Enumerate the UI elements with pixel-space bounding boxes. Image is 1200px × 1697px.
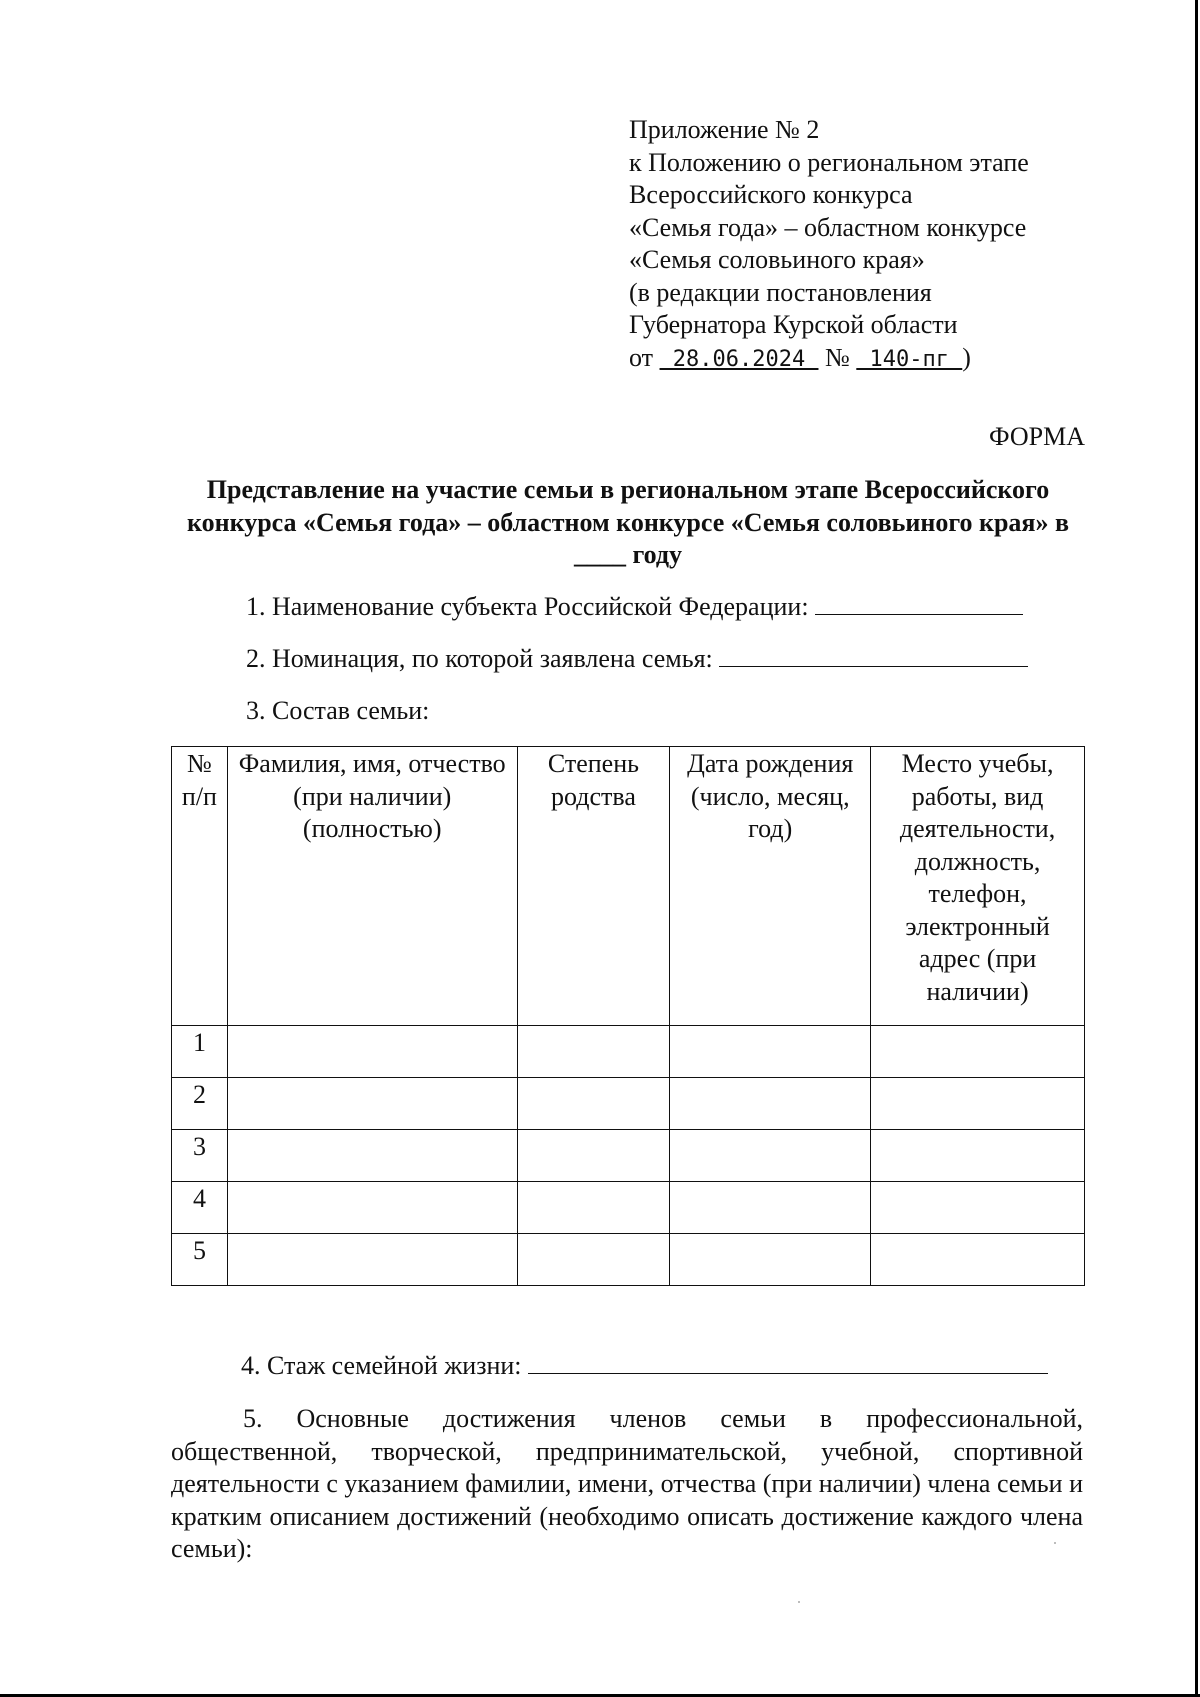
item-marriage-length: [241, 1351, 1048, 1381]
annex-line: «Семья соловьиного края»: [629, 245, 925, 274]
nomination-blank-line[interactable]: [719, 644, 1028, 667]
table-row: [172, 1182, 1085, 1234]
number-sign: №: [824, 342, 850, 372]
header-birth-date: Дата рождения (число, месяц, год): [670, 747, 871, 1026]
full-name-cell[interactable]: [227, 1026, 517, 1078]
header-number: № п/п: [172, 747, 228, 1026]
row-number: 2: [172, 1078, 228, 1130]
annex-line: (в редакции постановления: [629, 277, 932, 307]
workplace-cell[interactable]: [871, 1026, 1085, 1078]
item-nomination: [246, 644, 1028, 674]
row-number: 4: [172, 1182, 228, 1234]
item-region: [246, 592, 1023, 622]
item-nomination-label: 2. Номинация, по которой заявлена семья:: [246, 644, 713, 673]
relationship-cell[interactable]: [517, 1026, 670, 1078]
birth-date-cell[interactable]: [670, 1078, 871, 1130]
relationship-cell[interactable]: [517, 1130, 670, 1182]
item-family-composition: 3. Состав семьи:: [246, 696, 430, 725]
decree-number: 140-пг: [856, 346, 963, 372]
decree-date: 28.06.2024: [659, 346, 819, 372]
relationship-cell[interactable]: [517, 1182, 670, 1234]
scan-speck: [1054, 1542, 1056, 1544]
region-blank-line[interactable]: [815, 592, 1023, 615]
scan-speck: [798, 1601, 800, 1603]
full-name-cell[interactable]: [227, 1234, 517, 1286]
table-header-row: [172, 747, 1085, 1026]
document-title: Представление на участие семьи в региональном этапе Всероссийского конкурса «Семья года» – областном конкурсе «Семья соловьиного края» в ____ году: [186, 475, 1070, 569]
workplace-cell[interactable]: [871, 1078, 1085, 1130]
form-label: ФОРМА: [989, 422, 1085, 451]
item-marriage-length-label: 4. Стаж семейной жизни:: [241, 1351, 522, 1380]
birth-date-cell[interactable]: [670, 1130, 871, 1182]
annex-line: к Положению о региональном этапе: [629, 147, 1029, 177]
annex-line: Приложение № 2: [629, 115, 820, 144]
annex-line: «Семья года» – областном конкурсе: [629, 212, 1027, 242]
birth-date-cell[interactable]: [670, 1026, 871, 1078]
item-region-label: 1. Наименование субъекта Российской Федерации:: [246, 592, 809, 621]
row-number: 5: [172, 1234, 228, 1286]
annex-date-line: [629, 342, 1029, 377]
row-number: 1: [172, 1026, 228, 1078]
row-number: 3: [172, 1130, 228, 1182]
header-workplace: Место учебы, работы, вид деятельности, должность, телефон, электронный адрес (при наличии): [871, 747, 1085, 1026]
relationship-cell[interactable]: [517, 1078, 670, 1130]
birth-date-cell[interactable]: [670, 1234, 871, 1286]
full-name-cell[interactable]: [227, 1130, 517, 1182]
annex-line: Губернатора Курской области: [629, 310, 958, 339]
page-edge-right: [1195, 0, 1198, 1697]
table-row: [172, 1234, 1085, 1286]
header-relationship: Степень родства: [517, 747, 670, 1026]
workplace-cell[interactable]: [871, 1234, 1085, 1286]
table-row: [172, 1130, 1085, 1182]
full-name-cell[interactable]: [227, 1078, 517, 1130]
table-row: [172, 1078, 1085, 1130]
workplace-cell[interactable]: [871, 1130, 1085, 1182]
header-full-name: Фамилия, имя, отчество (при наличии) (полностью): [227, 747, 517, 1026]
birth-date-cell[interactable]: [670, 1182, 871, 1234]
table-row: [172, 1026, 1085, 1078]
full-name-cell[interactable]: [227, 1182, 517, 1234]
relationship-cell[interactable]: [517, 1234, 670, 1286]
item-achievements: 5. Основные достижения членов семьи в профессиональной, общественной, творческой, предпринимательской, учебной, спортивной деятельности с указанием фамилии, имени, отчества (при наличии) члена семьи и кратким описанием достижений (необходимо описать достижение каждого члена семьи):: [171, 1404, 1083, 1563]
close-paren: ): [962, 342, 971, 372]
marriage-length-blank-line[interactable]: [528, 1351, 1048, 1374]
annex-block: [629, 114, 1029, 376]
date-prefix: от: [629, 342, 654, 372]
workplace-cell[interactable]: [871, 1182, 1085, 1234]
family-composition-table: [171, 746, 1085, 1286]
annex-line: Всероссийского конкурса: [629, 180, 913, 209]
